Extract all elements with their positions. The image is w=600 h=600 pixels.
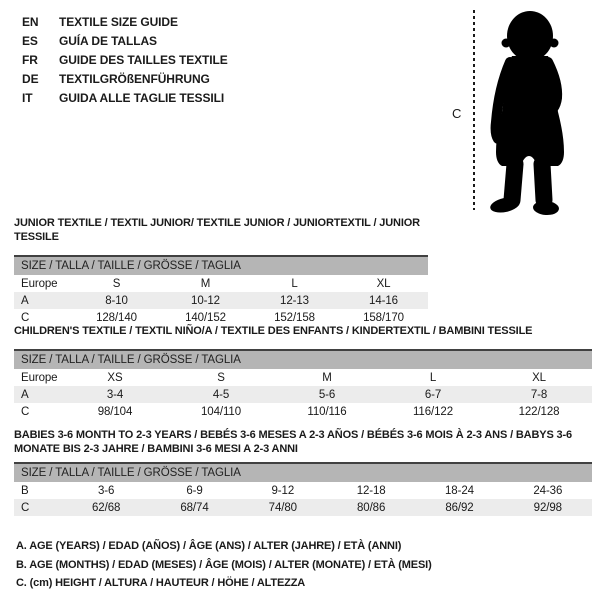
- size-cell: 62/68: [62, 499, 150, 516]
- table-title: CHILDREN'S TEXTILE / TEXTIL NIÑO/A / TEXTILE DES ENFANTS / KINDERTEXTIL / BAMBINI TESSILE: [14, 325, 533, 337]
- children-size-table: [14, 349, 592, 420]
- language-code: EN: [22, 15, 39, 29]
- size-cell: 6-9: [186, 484, 203, 497]
- language-code: IT: [22, 91, 33, 105]
- table-title: BABIES 3-6 MONTH TO 2-3 YEARS / BEBÉS 3-6 MESES A 2-3 AÑOS / BÉBÉS 3-6 MOIS À 2-3 ANS / BABYS 3-6 MONATE BIS 2-3 JAHRE / BAMBINI 3-6 MESI A 2-3 ANNI: [14, 429, 572, 455]
- size-cell: 12-13: [250, 292, 339, 309]
- language-row: [22, 70, 228, 89]
- size-cell: XL: [532, 371, 546, 384]
- size-cell: 3-4: [62, 386, 168, 403]
- size-cell: XS: [107, 371, 123, 384]
- size-cell: M: [322, 371, 332, 384]
- language-list: [22, 13, 228, 108]
- size-cell: 74/80: [239, 499, 327, 516]
- babies-size-table: [14, 462, 592, 516]
- table-row: [14, 275, 428, 292]
- language-row: [22, 51, 228, 70]
- table-row: [14, 386, 592, 403]
- size-cell: 152/158: [274, 311, 315, 324]
- size-cell: 86/92: [415, 499, 503, 516]
- row-label: C: [21, 311, 30, 324]
- language-code: ES: [22, 34, 38, 48]
- size-cell: 5-6: [274, 386, 380, 403]
- size-cell: 68/74: [150, 499, 238, 516]
- row-label: Europe: [21, 277, 58, 290]
- junior-textile-section: [14, 216, 428, 326]
- table-row: [14, 482, 592, 499]
- language-code: DE: [22, 72, 39, 86]
- size-cell: 110/116: [307, 405, 347, 418]
- footnote-age-years: A. AGE (YEARS) / EDAD (AÑOS) / ÂGE (ANS) / ALTER (JAHRE) / ETÀ (ANNI): [16, 540, 402, 552]
- height-measure-dashed-line: [473, 10, 475, 210]
- size-cell: 116/122: [412, 405, 454, 418]
- size-cell: L: [429, 371, 437, 384]
- size-cell: 158/170: [363, 311, 404, 324]
- size-cell: 92/98: [504, 499, 592, 516]
- language-title: TEXTILE SIZE GUIDE: [59, 15, 178, 29]
- size-cell: 6-7: [380, 386, 486, 403]
- height-measure-label: C: [452, 106, 462, 121]
- size-cell: 9-12: [271, 484, 295, 497]
- language-row: [22, 89, 228, 108]
- footnote-height-cm: C. (cm) HEIGHT / ALTURA / HAUTEUR / HÖHE / ALTEZZA: [16, 577, 306, 589]
- size-header-bar: SIZE / TALLA / TAILLE / GRÖSSE / TAGLIA: [14, 256, 428, 275]
- language-row: [22, 32, 228, 51]
- size-cell: 3-6: [98, 484, 115, 497]
- size-cell: 18-24: [445, 484, 474, 497]
- row-label: C: [14, 499, 62, 516]
- babies-textile-section: [14, 428, 592, 516]
- row-label: Europe: [21, 371, 58, 384]
- table-title: JUNIOR TEXTILE / TEXTIL JUNIOR/ TEXTILE JUNIOR / JUNIORTEXTIL / JUNIOR TESSILE: [14, 217, 420, 243]
- table-row: [14, 292, 428, 309]
- language-title: GUÍA DE TALLAS: [59, 34, 157, 48]
- language-title: GUIDA ALLE TAGLIE TESSILI: [59, 91, 225, 105]
- size-cell: 80/86: [327, 499, 415, 516]
- table-row: [14, 369, 592, 386]
- language-title: GUIDE DES TAILLES TEXTILE: [59, 53, 228, 67]
- row-label: A: [14, 386, 62, 403]
- size-cell: 24-36: [533, 484, 563, 497]
- size-header-bar: SIZE / TALLA / TAILLE / GRÖSSE / TAGLIA: [14, 350, 592, 369]
- size-cell: 4-5: [168, 386, 274, 403]
- table-row: [14, 403, 592, 420]
- size-cell: 12-18: [356, 484, 386, 497]
- size-cell: 98/104: [97, 405, 133, 418]
- children-textile-section: [14, 324, 592, 420]
- language-code: FR: [22, 53, 38, 67]
- language-title: TEXTILGRÖßENFÜHRUNG: [59, 72, 210, 86]
- size-cell: 7-8: [486, 386, 592, 403]
- size-cell: S: [217, 371, 225, 384]
- size-cell: 10-12: [161, 292, 250, 309]
- size-cell: 14-16: [339, 292, 428, 309]
- footnote-age-months: B. AGE (MONTHS) / EDAD (MESES) / ÂGE (MOIS) / ALTER (MONATE) / ETÀ (MESI): [16, 558, 432, 571]
- size-cell: L: [291, 277, 298, 290]
- footnotes: [16, 537, 432, 593]
- size-cell: M: [200, 277, 211, 290]
- toddler-silhouette: [484, 6, 576, 216]
- row-label: C: [21, 405, 30, 418]
- size-cell: 122/128: [518, 405, 560, 418]
- size-cell: 104/110: [200, 405, 242, 418]
- size-cell: 8-10: [72, 292, 161, 309]
- size-cell: S: [112, 277, 121, 290]
- size-cell: XL: [376, 277, 391, 290]
- size-cell: 128/140: [96, 311, 137, 324]
- row-label: B: [21, 484, 29, 497]
- size-cell: 140/152: [185, 311, 226, 324]
- language-row: [22, 13, 228, 32]
- table-row: [14, 499, 592, 516]
- junior-size-table: [14, 255, 428, 326]
- row-label: A: [14, 292, 72, 309]
- size-header-bar: SIZE / TALLA / TAILLE / GRÖSSE / TAGLIA: [14, 463, 592, 482]
